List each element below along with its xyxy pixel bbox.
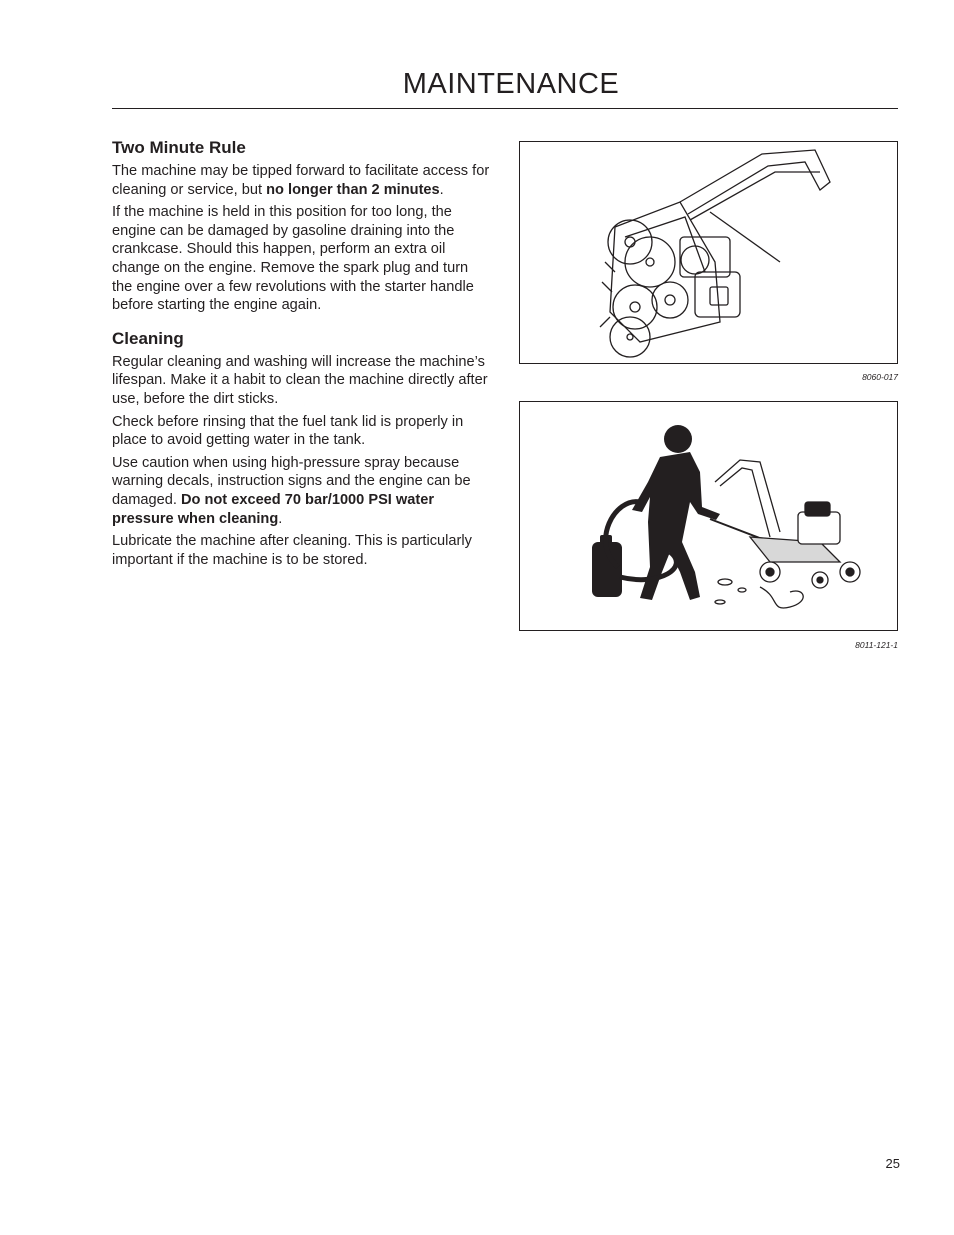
cleaning-p3-text: Use caution when using high-pressure spray because warning decals, instruction signs and the engine can be damaged. (112, 454, 471, 508)
text-column (112, 138, 492, 573)
cleaning-p3-end: . (278, 510, 283, 527)
washing-illustration (520, 402, 896, 629)
figure-washing-machine (519, 401, 898, 631)
page-header (112, 66, 898, 109)
cleaning-paragraph-2: Check before rinsing that the fuel tank lid is properly in place to avoid getting water in the tank. (112, 413, 464, 449)
page-number: 25 (885, 1156, 900, 1171)
cleaning-paragraph-4: Lubricate the machine after cleaning. This is particularly important if the machine is to be stored. (112, 533, 472, 568)
tipped-machine-illustration (520, 142, 896, 362)
two-minute-rule-p1-text: The machine may be tipped forward to facilitate access for cleaning or service, but (112, 163, 490, 198)
figure-tipped-machine (519, 141, 898, 364)
page-title: MAINTENANCE (402, 68, 620, 100)
section-heading-cleaning: Cleaning (112, 328, 184, 348)
two-minute-rule-p1-end: . (439, 181, 444, 198)
figure-code-1: 8060-017 (862, 372, 898, 382)
section-heading-two-minute-rule: Two Minute Rule (112, 138, 246, 157)
two-minute-rule-paragraph-2: If the machine is held in this position for too long, the engine can be damaged by gasoline draining into the crankcase. Should this happen, perform an extra oil change on the engine. Remove the spark plug and turn the engine over a few revolutions with the starter handle before starting the engine again. (112, 204, 474, 314)
cleaning-paragraph-1: Regular cleaning and washing will increase the machine’s lifespan. Make it a habit to clean the machine directly after use, before the dirt sticks. (112, 353, 488, 407)
two-minute-rule-p1-bold: no longer than 2 minutes (266, 181, 440, 198)
two-minute-rule-paragraph-1 (112, 162, 492, 199)
cleaning-paragraph-3 (112, 454, 492, 528)
cleaning-p3-bold: Do not exceed 70 bar/1000 PSI water pressure when cleaning (112, 491, 435, 527)
figure-code-2: 8011-121-1 (855, 640, 898, 650)
